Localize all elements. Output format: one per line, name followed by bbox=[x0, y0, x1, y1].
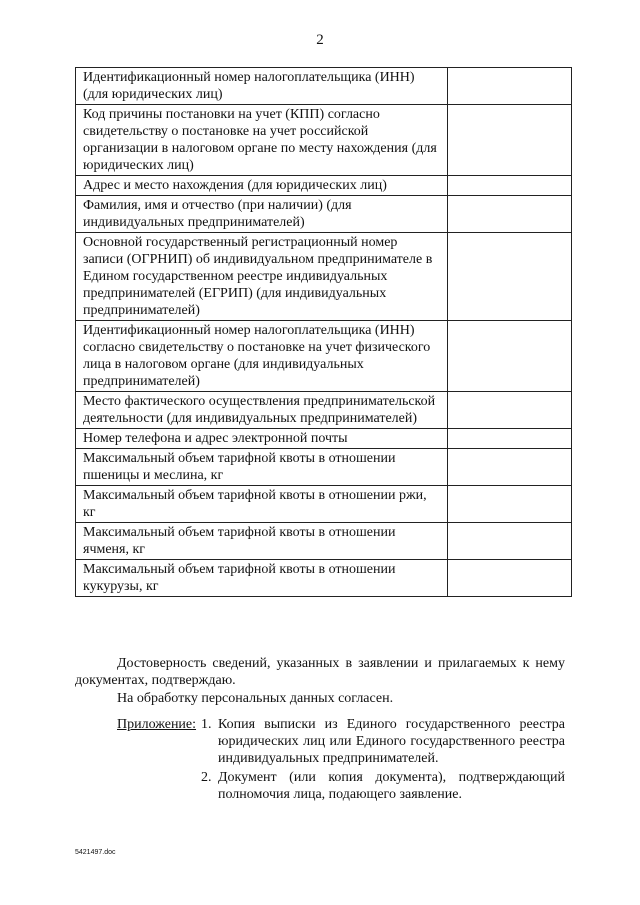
row-label: Код причины постановки на учет (КПП) согласно свидетельству о постановке на учет российской организации в налоговом органе по месту нахождения (для юридических лиц) bbox=[76, 105, 448, 176]
accuracy-statement: Достоверность сведений, указанных в заявлении и прилагаемых к нему документах, подтверждаю. bbox=[75, 656, 565, 688]
appendix-item bbox=[201, 769, 565, 803]
row-label: Фамилия, имя и отчество (при наличии) (для индивидуальных предпринимателей) bbox=[76, 196, 448, 233]
table-row bbox=[76, 68, 572, 105]
row-value-cell[interactable] bbox=[448, 105, 572, 176]
row-value-cell[interactable] bbox=[448, 176, 572, 196]
row-value-cell[interactable] bbox=[448, 233, 572, 321]
appendix-item-text: Документ (или копия документа), подтверждающий полномочия лица, подающего заявление. bbox=[218, 770, 565, 802]
document-file-code: 5421497.doc bbox=[75, 849, 116, 856]
row-label: Основной государственный регистрационный номер записи (ОГРНИП) об индивидуальном предпринимателе в Едином государственном реестре индивидуальных предпринимателей (ЕГРИП) (для индивидуальных предпринимателей) bbox=[76, 233, 448, 321]
row-value-cell[interactable] bbox=[448, 321, 572, 392]
row-label: Номер телефона и адрес электронной почты bbox=[76, 429, 448, 449]
row-value-cell[interactable] bbox=[448, 196, 572, 233]
row-value-cell[interactable] bbox=[448, 560, 572, 597]
appendix-item-text: Копия выписки из Единого государственного реестра юридических лиц или Единого государственного реестра индивидуальных предпринимателей. bbox=[218, 717, 565, 766]
row-value-cell[interactable] bbox=[448, 429, 572, 449]
appendix-label: Приложение: bbox=[117, 717, 197, 732]
row-label: Идентификационный номер налогоплательщика (ИНН) согласно свидетельству о постановке на учет физического лица в налоговом органе (для индивидуальных предпринимателей) bbox=[76, 321, 448, 392]
row-value-cell[interactable] bbox=[448, 392, 572, 429]
table-row bbox=[76, 105, 572, 176]
row-value-cell[interactable] bbox=[448, 68, 572, 105]
row-label: Максимальный объем тарифной квоты в отношении ячменя, кг bbox=[76, 523, 448, 560]
row-value-cell[interactable] bbox=[448, 486, 572, 523]
appendix-item-number: 1. bbox=[201, 717, 212, 732]
table-row bbox=[76, 233, 572, 321]
row-value-cell[interactable] bbox=[448, 449, 572, 486]
row-label: Максимальный объем тарифной квоты в отношении кукурузы, кг bbox=[76, 560, 448, 597]
consent-statement: На обработку персональных данных согласен. bbox=[117, 691, 394, 706]
row-label: Адрес и место нахождения (для юридических лиц) bbox=[76, 176, 448, 196]
table-row bbox=[76, 560, 572, 597]
row-label: Максимальный объем тарифной квоты в отношении пшеницы и меслина, кг bbox=[76, 449, 448, 486]
table-row bbox=[76, 449, 572, 486]
application-form-table bbox=[75, 67, 572, 597]
appendix-item bbox=[201, 716, 565, 767]
table-row bbox=[76, 176, 572, 196]
row-value-cell[interactable] bbox=[448, 523, 572, 560]
table-row bbox=[76, 486, 572, 523]
table-row bbox=[76, 429, 572, 449]
row-label: Место фактического осуществления предпринимательской деятельности (для индивидуальных предпринимателей) bbox=[76, 392, 448, 429]
appendix-item-number: 2. bbox=[201, 770, 212, 785]
row-label: Максимальный объем тарифной квоты в отношении ржи, кг bbox=[76, 486, 448, 523]
table-row bbox=[76, 321, 572, 392]
row-label: Идентификационный номер налогоплательщика (ИНН) (для юридических лиц) bbox=[76, 68, 448, 105]
table-row bbox=[76, 523, 572, 560]
table-row bbox=[76, 196, 572, 233]
table-row bbox=[76, 392, 572, 429]
page-number: 2 bbox=[316, 32, 324, 48]
appendix-list bbox=[201, 716, 565, 805]
